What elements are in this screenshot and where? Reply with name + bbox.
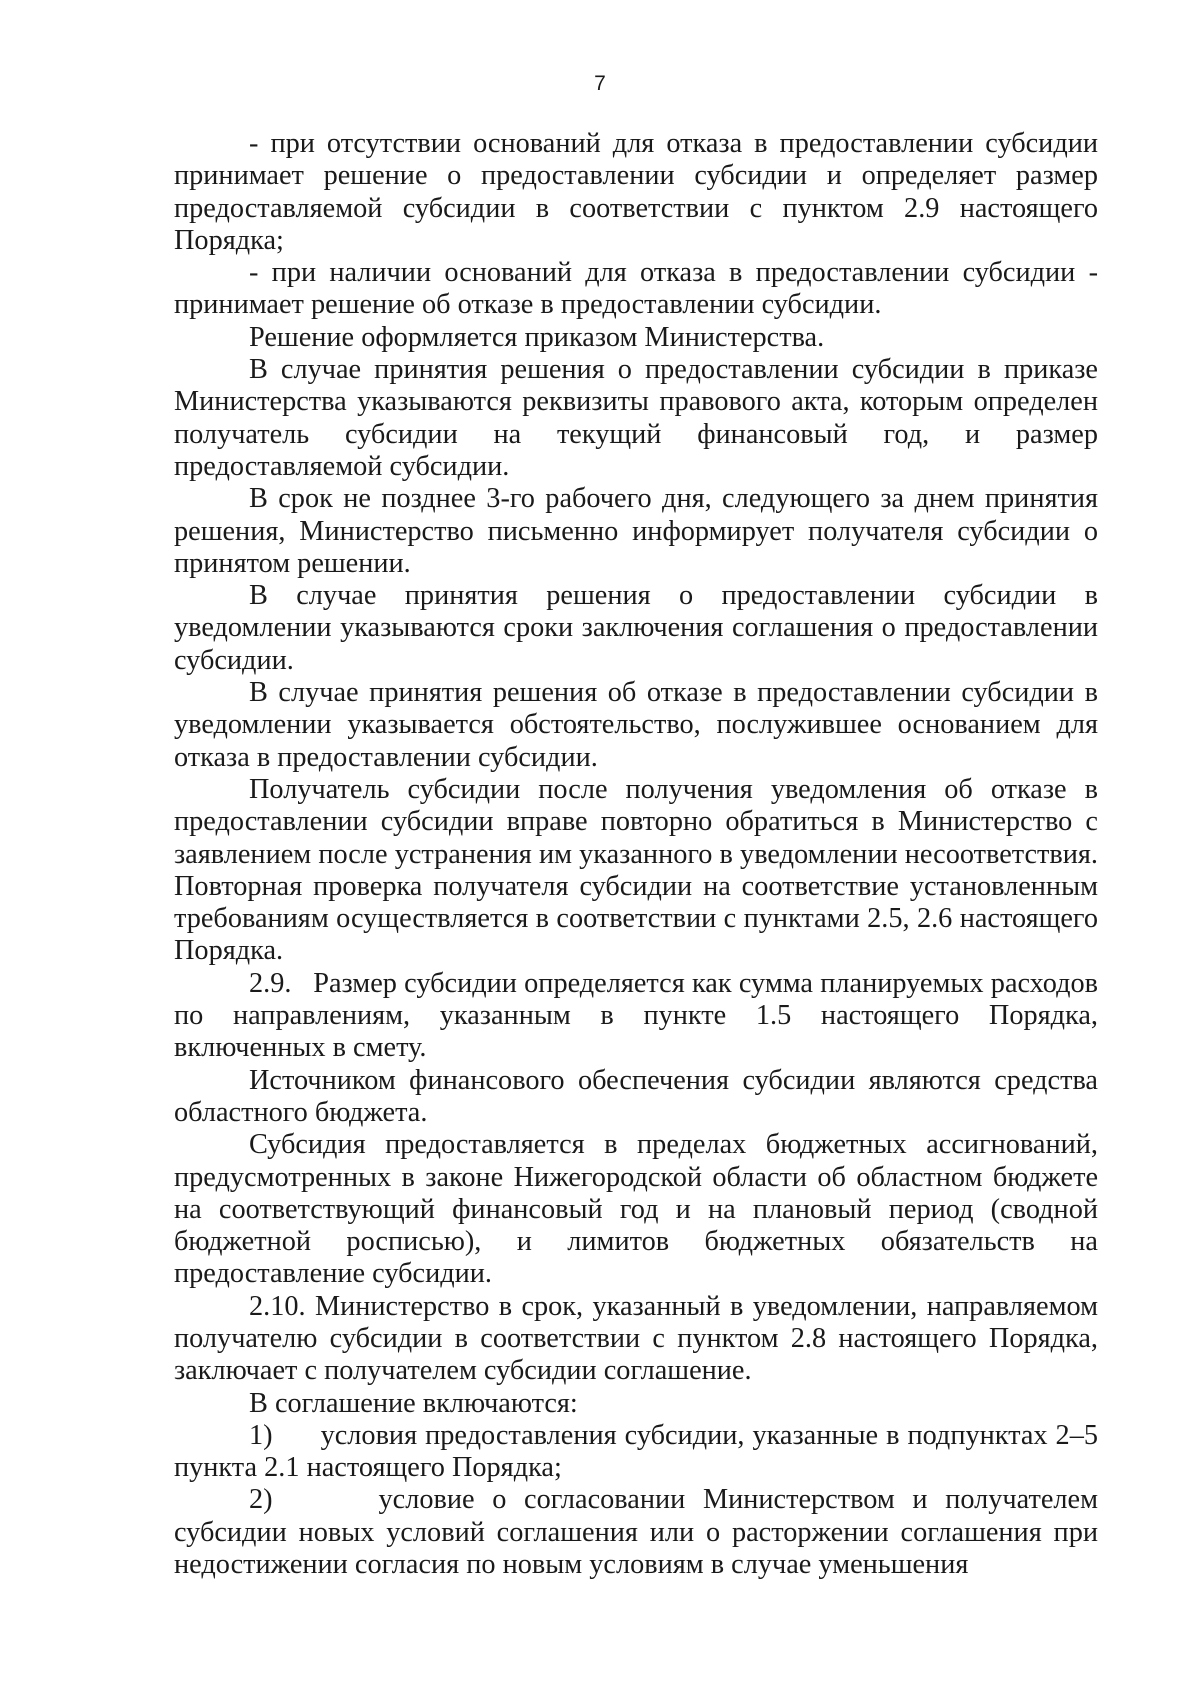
list-item-1: 1) условия предоставления субсидии, указанные в подпунктах 2–5 пункта 2.1 настоящего Порядка; xyxy=(174,1419,1098,1484)
document-body xyxy=(174,128,1098,1581)
paragraph: В соглашение включаются: xyxy=(249,1387,578,1419)
paragraph: Источником финансового обеспечения субсидии являются средства областного бюджета. xyxy=(174,1064,1098,1128)
paragraph: В случае принятия решения о предоставлении субсидии в приказе Министерства указываются реквизиты правового акта, которым определен получатель субсидии на текущий финансовый год, и размер предоставляемой субсидии. xyxy=(174,354,1098,482)
paragraph: - при наличии оснований для отказа в предоставлении субсидии - принимает решение об отказе в предоставлении субсидии. xyxy=(174,257,1098,321)
paragraph: - при отсутствии оснований для отказа в предоставлении субсидии принимает решение о предоставлении субсидии и определяет размер предоставляемой субсидии в соответствии с пунктом 2.9 настоящего Порядка; xyxy=(174,128,1098,256)
paragraph: В случае принятия решения об отказе в предоставлении субсидии в уведомлении указывается обстоятельство, послужившее основанием для отказа в предоставлении субсидии. xyxy=(174,677,1098,773)
page-number: 7 xyxy=(594,72,606,95)
paragraph: Решение оформляется приказом Министерства. xyxy=(249,321,825,353)
paragraph: Субсидия предоставляется в пределах бюджетных ассигнований, предусмотренных в законе Нижегородской области об областном бюджете на соответствующий финансовый год и на плановый период (сводной бюджетной росписью), и лимитов бюджетных обязательств на предоставление субсидии. xyxy=(174,1129,1098,1290)
paragraph: Получатель субсидии после получения уведомления об отказе в предоставлении субсидии вправе повторно обратиться в Министерство с заявлением после устранения им указанного в уведомлении несоответствия. Повторная проверка получателя субсидии на соответствие установленным требованиям осуществляется в соответствии с пунктами 2.5, 2.6 настоящего Порядка. xyxy=(174,773,1098,967)
paragraph: В срок не позднее 3-го рабочего дня, следующего за днем принятия решения, Министерство письменно информирует получателя субсидии о принятом решении. xyxy=(174,483,1098,579)
paragraph: В случае принятия решения о предоставлении субсидии в уведомлении указываются сроки заключения соглашения о предоставлении субсидии. xyxy=(174,580,1098,676)
paragraph-2-10: 2.10. Министерство в срок, указанный в уведомлении, направляемом получателю субсидии в соответствии с пунктом 2.8 настоящего Порядка, заключает с получателем субсидии соглашение. xyxy=(174,1290,1098,1387)
paragraph-2-9: 2.9. Размер субсидии определяется как сумма планируемых расходов по направлениям, указанным в пункте 1.5 настоящего Порядка, включенных в смету. xyxy=(174,967,1098,1064)
list-item-2: 2) условие о согласовании Министерством и получателем субсидии новых условий соглашения или о расторжении соглашения при недостижении согласия по новым условиям в случае уменьшения xyxy=(174,1484,1098,1581)
